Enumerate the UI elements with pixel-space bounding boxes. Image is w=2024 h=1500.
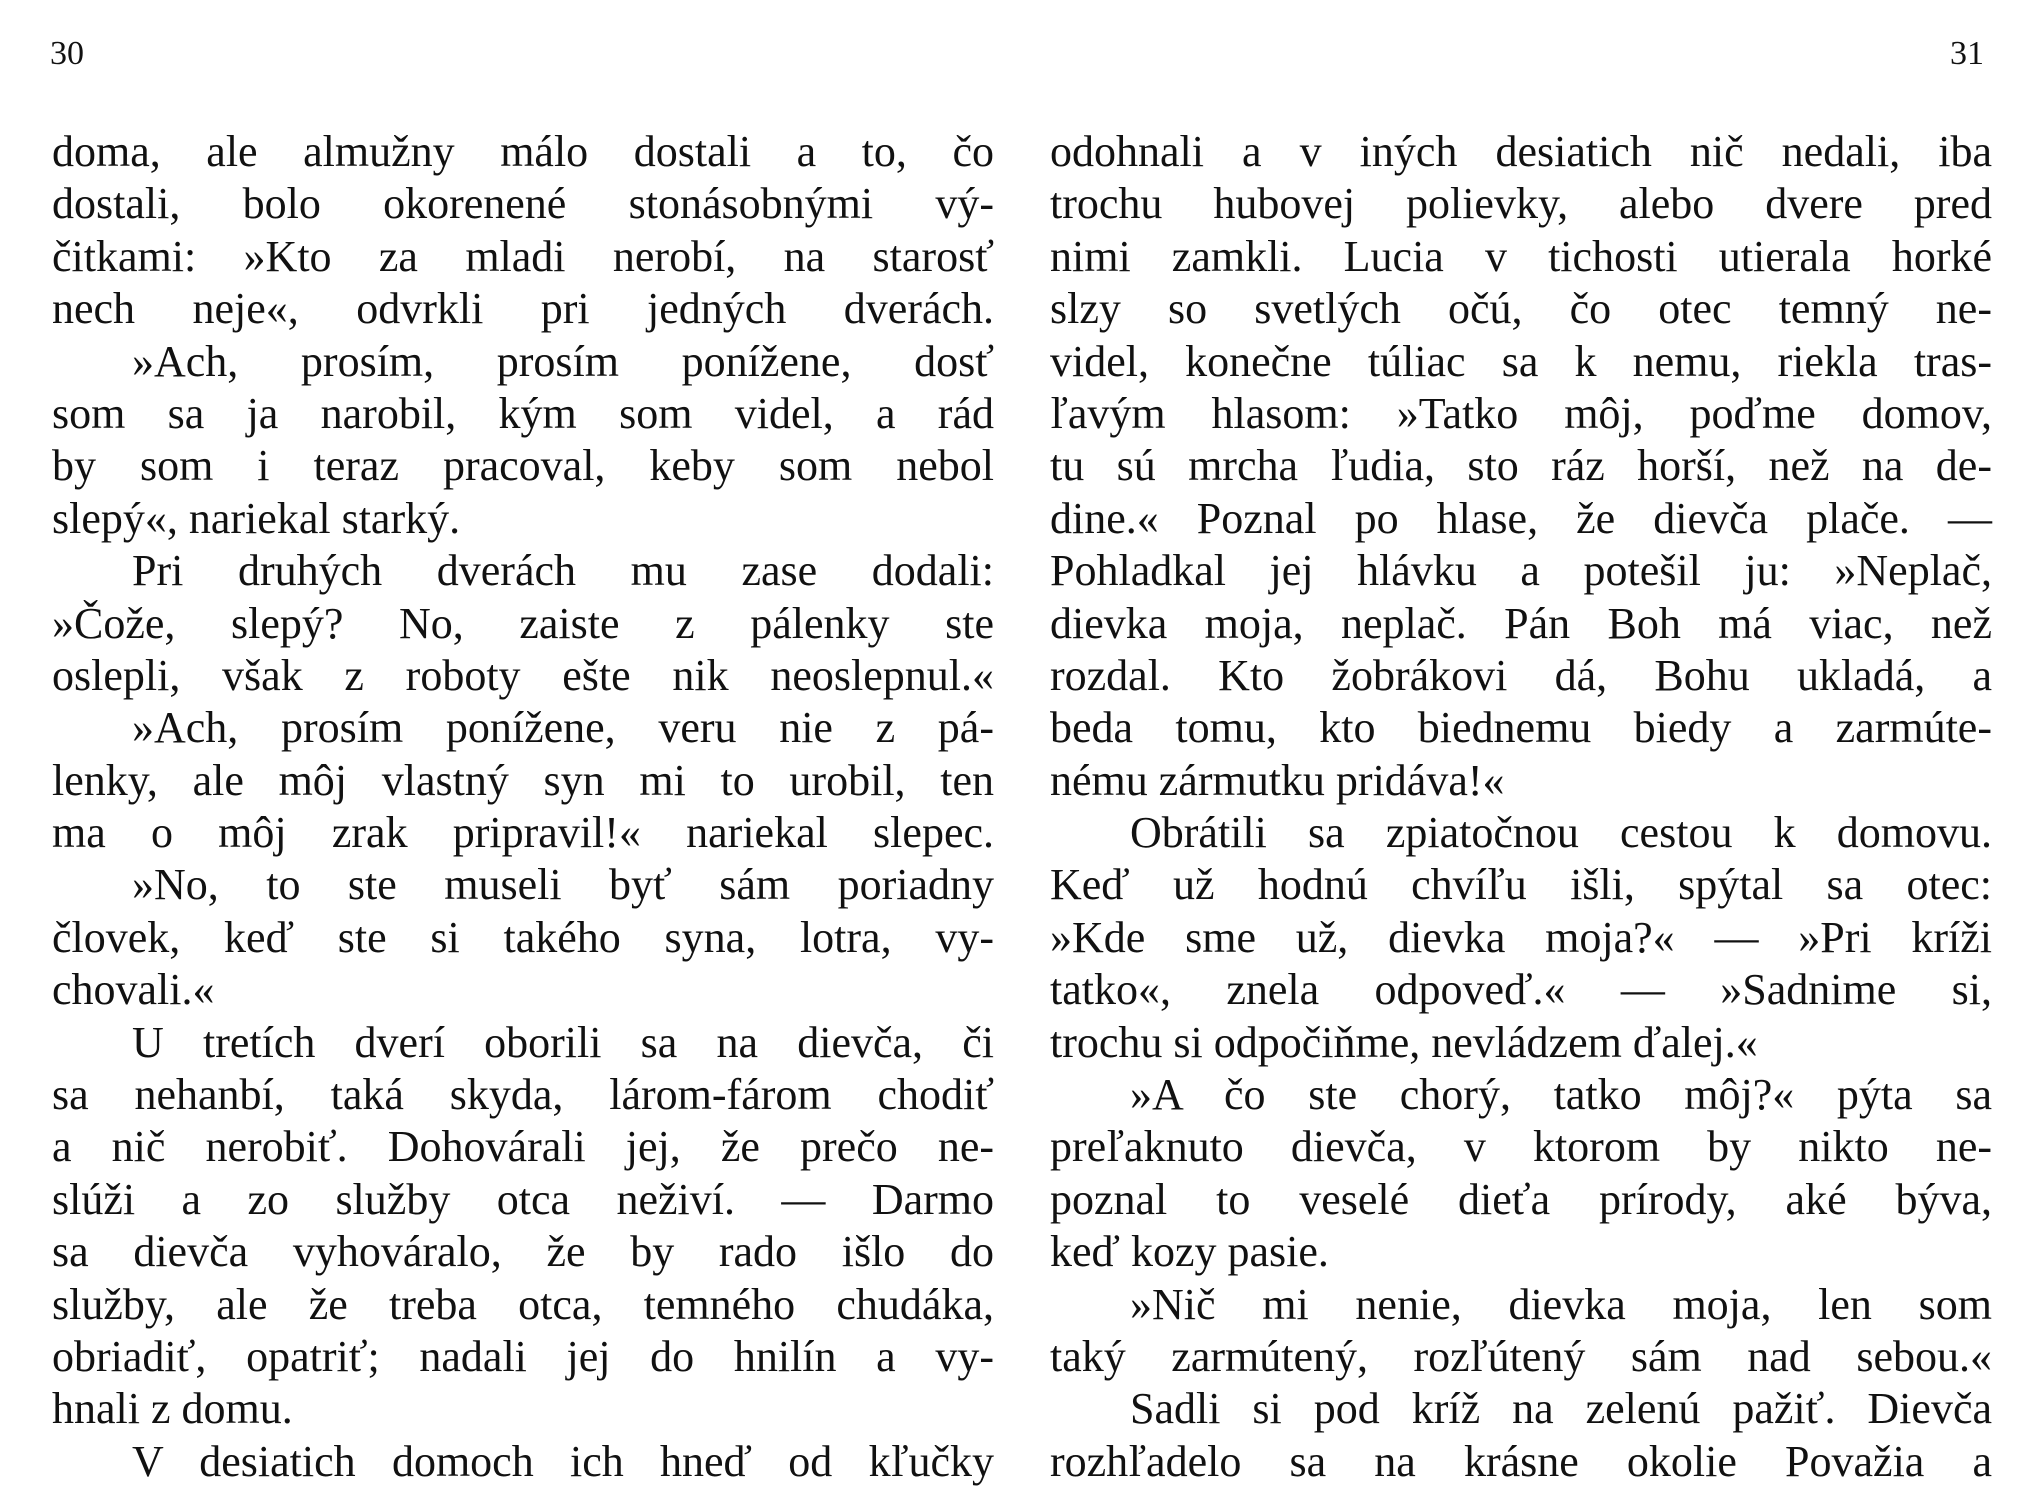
text-line: Sadli si pod kríž na zelenú pažiť. Dievča: [1130, 1384, 1992, 1434]
text-line: »Ach, prosím ponížene, veru nie z pá-: [132, 703, 994, 753]
text-line: rozhľadelo sa na krásne okolie Považia a: [1050, 1436, 1992, 1486]
text-line: slzy so svetlých očú, čo otec temný ne-: [1050, 284, 1992, 334]
text-line: trochu hubovej polievky, alebo dvere pred: [1050, 179, 1992, 229]
text-line: a nič nerobiť. Dohovárali jej, že prečo ne-: [52, 1122, 994, 1172]
text-line: čitkami: »Kto za mladi nerobí, na starosť: [52, 231, 994, 281]
left-page-text: [52, 126, 994, 1488]
text-line: ma o môj zrak pripravil!« nariekal slepec.: [52, 808, 994, 858]
text-line: nému zármutku pridáva!«: [1050, 755, 1505, 805]
text-line: by som i teraz pracoval, keby som nebol: [52, 441, 994, 491]
text-line: nimi zamkli. Lucia v tichosti utierala horké: [1050, 231, 1992, 281]
text-line: Obrátili sa zpiatočnou cestou k domovu.: [1130, 808, 1992, 858]
text-line: odohnali a v iných desiatich nič nedali, iba: [1050, 127, 1992, 176]
text-line: Pohladkal jej hlávku a potešil ju: »Neplač,: [1050, 546, 1992, 596]
text-line: oslepli, však z roboty ešte nik neoslepnul.«: [52, 650, 994, 700]
text-line: taký zarmútený, rozľútený sám nad sebou.«: [1050, 1331, 1992, 1381]
text-line: »A čo ste chorý, tatko môj?« pýta sa: [1130, 1070, 1992, 1120]
text-line: U tretích dverí oborili sa na dievča, či: [132, 1017, 994, 1067]
text-line: lenky, ale môj vlastný syn mi to urobil, ten: [52, 755, 994, 805]
text-line: dostali, bolo okorenené stonásobnými vý-: [52, 179, 994, 229]
text-line: rozdal. Kto žobrákovi dá, Bohu ukladá, a: [1050, 650, 1992, 700]
page-number-right: 31: [1950, 35, 1984, 72]
right-page-text: [1050, 126, 1992, 1488]
text-line: beda tomu, kto biednemu biedy a zarmúte-: [1050, 703, 1992, 753]
text-line: človek, keď ste si takého syna, lotra, vy-: [52, 912, 994, 962]
text-line: doma, ale almužny málo dostali a to, čo: [52, 127, 994, 176]
text-line: keď kozy pasie.: [1050, 1227, 1329, 1277]
text-line: »Ach, prosím, prosím ponížene, dosť: [132, 336, 994, 386]
text-line: slepý«, nariekal starký.: [52, 493, 461, 543]
text-line: V desiatich domoch ich hneď od kľučky: [132, 1436, 994, 1486]
text-line: chovali.«: [52, 965, 215, 1015]
text-line: tatko«, znela odpoveď.« — »Sadnime si,: [1050, 965, 1992, 1015]
text-line: Pri druhých dverách mu zase dodali:: [132, 546, 994, 596]
text-line: »Kde sme už, dievka moja?« — »Pri kríži: [1050, 912, 1992, 962]
page-number-left: 30: [50, 35, 84, 72]
text-line: trochu si odpočiňme, nevládzem ďalej.«: [1050, 1017, 1758, 1067]
text-line: »No, to ste museli byť sám poriadny: [132, 860, 994, 910]
text-line: hnali z domu.: [52, 1384, 293, 1434]
text-line: poznal to veselé dieťa prírody, aké býva,: [1050, 1174, 1992, 1224]
text-line: ľavým hlasom: »Tatko môj, poďme domov,: [1050, 388, 1992, 438]
text-line: videl, konečne túliac sa k nemu, riekla tras-: [1050, 336, 1992, 386]
text-line: Keď už hodnú chvíľu išli, spýtal sa otec:: [1050, 860, 1992, 910]
text-line: »Nič mi nenie, dievka moja, len som: [1130, 1279, 1992, 1329]
text-line: tu sú mrcha ľudia, sto ráz horší, než na de-: [1050, 441, 1992, 491]
text-line: dine.« Poznal po hlase, že dievča plače. —: [1050, 493, 1992, 543]
text-line: obriadiť, opatriť; nadali jej do hnilín a vy-: [52, 1331, 994, 1381]
text-line: sa nehanbí, taká skyda, lárom-fárom chodiť: [52, 1070, 994, 1120]
text-line: nech neje«, odvrkli pri jedných dverách.: [52, 284, 994, 334]
text-line: som sa ja narobil, kým som videl, a rád: [52, 388, 994, 438]
text-line: slúži a zo služby otca neživí. — Darmo: [52, 1174, 994, 1224]
text-line: preľaknuto dievča, v ktorom by nikto ne-: [1050, 1122, 1992, 1172]
text-line: sa dievča vyhováralo, že by rado išlo do: [52, 1227, 994, 1277]
text-line: služby, ale že treba otca, temného chudáka,: [52, 1279, 994, 1329]
text-line: dievka moja, neplač. Pán Boh má viac, než: [1050, 598, 1992, 648]
text-line: »Čože, slepý? No, zaiste z pálenky ste: [52, 598, 994, 648]
